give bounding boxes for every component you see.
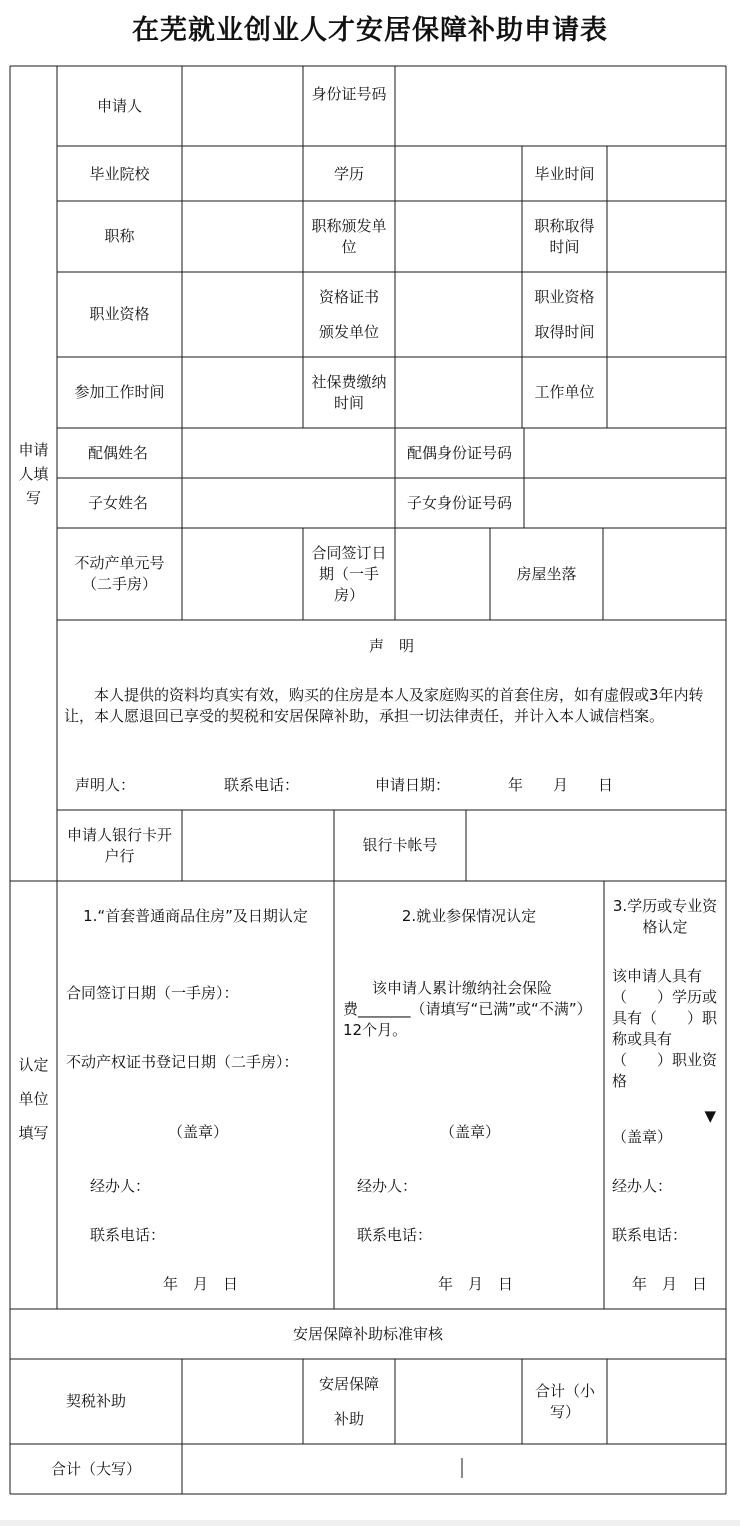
verify-col2-handler: 经办人： <box>357 1177 418 1195</box>
verify-col2-line2: 费_______（请填写“已满”或“不满”）12个月。 <box>343 1000 592 1039</box>
verify-col2-date: 年 月 日 <box>438 1275 514 1293</box>
declaration-title: 声 明 <box>368 637 414 655</box>
label-total-big: 合计（大写） <box>50 1460 141 1478</box>
label-qualification: 职业资格 <box>89 305 150 323</box>
label-cert-issuer-2: 颁发单位 <box>318 323 379 341</box>
verify-col3-seal: ▼ （盖章） <box>612 1107 716 1146</box>
verify-col1-contract-date: 合同签订日期（一手房）： <box>66 984 239 1002</box>
page-footer-strip <box>0 1520 740 1526</box>
label-qualification-time-2: 取得时间 <box>534 323 595 341</box>
pin-icon: ▼ <box>704 1107 716 1125</box>
label-applicant: 申请人 <box>96 97 142 115</box>
label-title-rank: 职称 <box>104 227 135 245</box>
label-title-obtained-time: 职称取得时间 <box>534 217 595 256</box>
verify-col2-phone: 联系电话： <box>357 1226 433 1244</box>
label-cert-issuer-1: 资格证书 <box>318 288 379 306</box>
label-housing-subsidy-2: 补助 <box>333 1410 364 1428</box>
label-total-small: 合计（小写） <box>534 1382 595 1421</box>
label-housing-subsidy-1: 安居保障 <box>318 1375 379 1393</box>
form-title: 在芜就业创业人才安居保障补助申请表 <box>132 15 608 46</box>
verify-col2-title: 2.就业参保情况认定 <box>401 907 537 925</box>
label-spouse-id: 配偶身份证号码 <box>406 444 512 462</box>
label-id-number: 身份证号码 <box>311 85 387 103</box>
label-child-name: 子女姓名 <box>88 494 149 512</box>
label-social-insurance-time: 社保费缴纳时间 <box>311 373 387 412</box>
verify-col2-line1: 该申请人累计缴纳社会保险 <box>372 979 553 997</box>
label-work-unit: 工作单位 <box>534 383 595 401</box>
label-spouse-name: 配偶姓名 <box>88 444 149 462</box>
verify-col3-text: 该申请人具有（ ）学历或具有（ ）职称或具有（ ）职业资格 <box>612 967 718 1090</box>
verify-col2-seal: （盖章） <box>440 1123 501 1141</box>
verify-col1-handler: 经办人： <box>90 1177 151 1195</box>
label-title-issuer: 职称颁发单位 <box>311 217 387 256</box>
label-deed-tax: 契税补助 <box>65 1392 126 1410</box>
apply-date-label: 申请日期： <box>375 776 451 794</box>
label-graduation-time: 毕业时间 <box>534 165 595 183</box>
declaration-text: 本人提供的资料均真实有效，购买的住房是本人及家庭购买的首套住房，如有虚假或3年内转让，本人愿退回已享受的契税和安居保障补助，承担一切法律责任，并计入本人诚信档案。 <box>64 686 704 725</box>
verify-col1-seal: （盖章） <box>168 1123 229 1141</box>
verify-col1-date: 年 月 日 <box>163 1275 239 1293</box>
declarant-label: 声明人： <box>75 776 136 794</box>
label-child-id: 子女身份证号码 <box>406 494 512 512</box>
verify-col3-date: 年 月 日 <box>632 1275 708 1293</box>
review-heading: 安居保障补助标准审核 <box>292 1325 443 1343</box>
verify-col1-title: 1.“首套普通商品住房”及日期认定 <box>83 907 308 925</box>
label-graduate-school: 毕业院校 <box>89 165 150 183</box>
label-property-unit: 不动产单元号（二手房） <box>74 554 165 593</box>
label-house-location: 房屋坐落 <box>516 565 577 583</box>
verify-col1-register-date: 不动产权证书登记日期（二手房）： <box>66 1053 299 1071</box>
declaration-phone-label: 联系电话： <box>224 776 300 794</box>
applicant-section-label: 申请 人填 写 <box>18 441 49 507</box>
label-work-start-time: 参加工作时间 <box>74 383 165 401</box>
verify-col1-phone: 联系电话： <box>90 1226 166 1244</box>
label-bank-open: 申请人银行卡开户行 <box>67 826 173 865</box>
label-education: 学历 <box>333 165 364 183</box>
verify-col3-title: 3.学历或专业资格认定 <box>612 897 718 936</box>
verify-col3-phone: 联系电话： <box>612 1226 688 1244</box>
label-qualification-time-1: 职业资格 <box>534 288 595 306</box>
label-contract-date: 合同签订日期（一手房） <box>311 544 387 604</box>
label-bank-account: 银行卡帐号 <box>362 836 438 854</box>
verify-col3-handler: 经办人： <box>612 1177 673 1195</box>
verification-section-label: 认定 单位 填写 <box>18 1056 49 1142</box>
apply-date-ymd: 年 月 日 <box>508 776 614 794</box>
